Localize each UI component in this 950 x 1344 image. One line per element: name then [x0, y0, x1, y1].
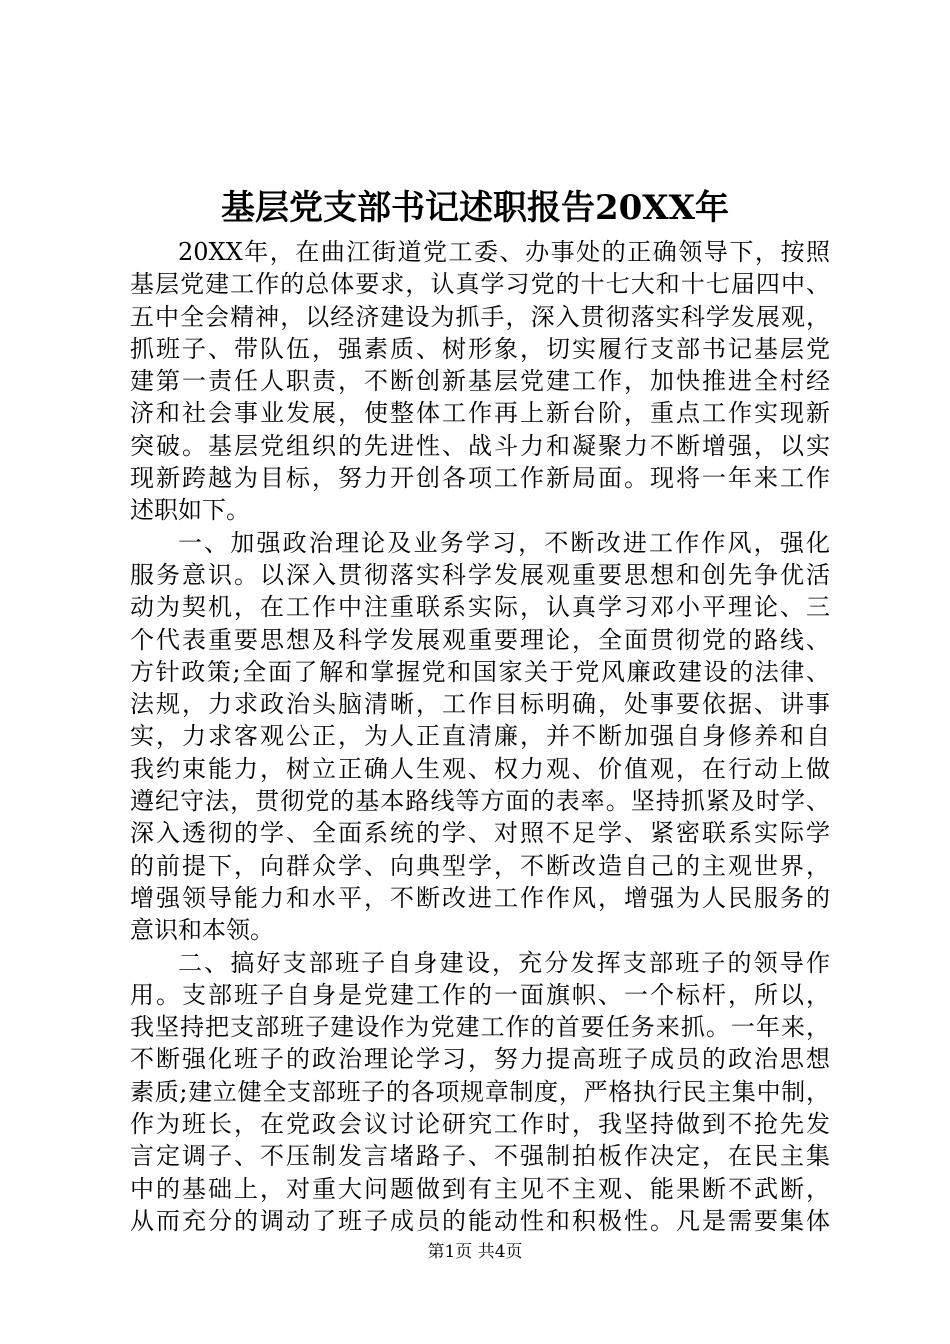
body-line: 突破。基层党组织的先进性、战斗力和凝聚力不断增强，以实: [130, 431, 830, 460]
body-line: 法规，力求政治头脑清晰，工作目标明确，处事要依据、讲事: [130, 690, 830, 719]
body-line: 言定调子、不压制发言堵路子、不强制拍板作决定，在民主集: [130, 1142, 830, 1171]
body-line: 我坚持把支部班子建设作为党建工作的首要任务来抓。一年来，: [130, 1013, 830, 1042]
body-line: 一、加强政治理论及业务学习，不断改进工作作风，强化: [178, 528, 830, 557]
body-line: 深入透彻的学、全面系统的学、对照不足学、紧密联系实际学: [130, 819, 830, 848]
body-line: 方针政策;全面了解和掌握党和国家关于党风廉政建设的法律、: [130, 657, 830, 686]
page-footer: 第1页 共4页: [427, 1242, 523, 1262]
body-line: 20XX年，在曲江街道党工委、办事处的正确领导下，按照: [178, 238, 830, 266]
body-line: 基层党建工作的总体要求，认真学习党的十七大和十七届四中、: [130, 270, 830, 299]
body-line: 不断强化班子的政治理论学习，努力提高班子成员的政治思想: [130, 1045, 830, 1074]
body-line: 抓班子、带队伍，强素质、树形象，切实履行支部书记基层党: [130, 334, 830, 363]
body-line: 二、搞好支部班子自身建设，充分发挥支部班子的领导作: [178, 948, 830, 977]
body-line: 中的基础上，对重大问题做到有主见不主观、能果断不武断，: [130, 1174, 830, 1203]
document-body: [130, 236, 830, 1237]
document-title: 基层党支部书记述职报告20XX年: [220, 188, 730, 228]
body-line: 动为契机，在工作中注重联系实际，认真学习邓小平理论、三: [130, 593, 830, 622]
body-line: 遵纪守法，贯彻党的基本路线等方面的表率。坚持抓紧及时学、: [130, 787, 830, 816]
body-line: 从而充分的调动了班子成员的能动性和积极性。凡是需要集体: [130, 1206, 830, 1235]
body-line: 的前提下，向群众学、向典型学，不断改造自己的主观世界，: [130, 851, 830, 880]
body-line: 济和社会事业发展，使整体工作再上新台阶，重点工作实现新: [130, 399, 830, 428]
body-line: 述职如下。: [130, 496, 250, 525]
body-line: 用。支部班子自身是党建工作的一面旗帜、一个标杆，所以，: [130, 980, 830, 1009]
body-line: 我约束能力，树立正确人生观、权力观、价值观，在行动上做: [130, 754, 830, 783]
body-line: 作为班长，在党政会议讨论研究工作时，我坚持做到不抢先发: [130, 1110, 830, 1139]
body-line: 增强领导能力和水平，不断改进工作作风，增强为人民服务的: [130, 883, 830, 912]
body-line: 个代表重要思想及科学发展观重要理论，全面贯彻党的路线、: [130, 625, 830, 654]
body-line: 五中全会精神，以经济建设为抓手，深入贯彻落实科学发展观，: [130, 302, 830, 331]
body-line: 实，力求客观公正，为人正直清廉，并不断加强自身修养和自: [130, 722, 830, 751]
body-line: 素质;建立健全支部班子的各项规章制度，严格执行民主集中制，: [130, 1077, 830, 1106]
body-line: 建第一责任人职责，不断创新基层党建工作，加快推进全村经: [130, 367, 830, 396]
body-line: 现新跨越为目标，努力开创各项工作新局面。现将一年来工作: [130, 464, 830, 493]
body-line: 意识和本领。: [130, 916, 274, 945]
body-line: 服务意识。以深入贯彻落实科学发展观重要思想和创先争优活: [130, 560, 830, 589]
